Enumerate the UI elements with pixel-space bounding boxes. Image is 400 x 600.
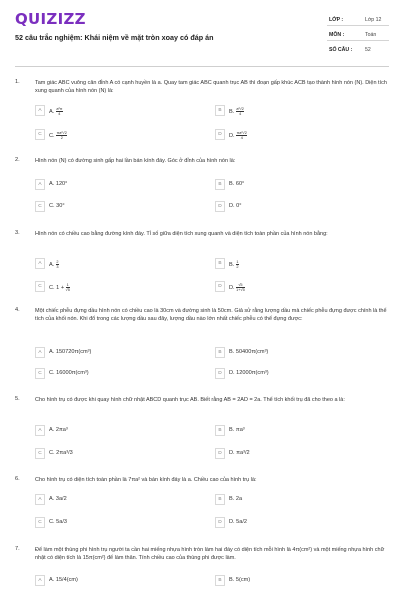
question-text: Để làm một thùng phi hình trụ người ta cần hai miếng nhựa hình tròn làm hai đáy có diện tích mỗi hình là 4π(cm²) và một miếng nhựa hình chữ nhật có diện tích là 15π(cm²) để làm thân. Tính chiều cao của thùng phi được làm.	[35, 547, 385, 562]
fraction-numerator: 1	[66, 283, 69, 287]
option-letter-box[interactable]: C	[35, 201, 45, 212]
option-label: B. 5(cm)	[229, 577, 251, 583]
option-label: D.	[229, 132, 237, 139]
option-letter-box[interactable]: A	[35, 258, 45, 269]
question-number: 1.	[15, 79, 20, 85]
option-label: A.	[49, 261, 56, 268]
meta-label: LỚP :	[329, 17, 344, 23]
option-text	[49, 450, 73, 456]
option-letter-box[interactable]: D	[215, 517, 225, 528]
option-text	[49, 203, 65, 209]
option-text	[229, 496, 242, 502]
option-label: B. 60°	[229, 181, 245, 187]
option-letter-box[interactable]: D	[215, 448, 225, 459]
question-text: Một chiếc phễu đựng dầu hình nón có chiều cao là 30cm và đường sinh là 50cm. Giả sử rằng lượng dầu mà chiếc phễu đựng được chính là thể tích của khối nón. Khi đổ trong các lượng dầu sau đây, lượng dầu nào lớn nhất chiếc phễu có thể đựng được:	[35, 308, 387, 323]
option-letter-box[interactable]: B	[215, 179, 225, 190]
option-text	[49, 427, 68, 433]
option-text	[229, 427, 245, 433]
option-text	[49, 519, 67, 525]
question-text: Hình nón (N) có đường sinh gấp hai lần bán kính đáy. Góc ở đỉnh của hình nón là:	[35, 158, 236, 164]
meta-value: Toán	[365, 32, 377, 38]
option-label: C.	[49, 132, 57, 139]
option-letter-box[interactable]: B	[215, 347, 225, 358]
option-label: D.	[229, 284, 237, 291]
option-letter-box[interactable]: A	[35, 179, 45, 190]
option-label: D. 12000π(cm³)	[229, 370, 269, 376]
meta-value: 52	[365, 47, 371, 53]
quizizz-logo: QUIZIZZ	[15, 10, 86, 28]
option-label: C. 16000π(cm³)	[49, 370, 89, 376]
option-label: A.	[49, 108, 56, 115]
option-letter-box[interactable]: D	[215, 201, 225, 212]
option-letter-box[interactable]: A	[35, 105, 45, 116]
option-label: B. πa³	[229, 427, 245, 433]
option-label: A. 150720π(cm³)	[49, 349, 92, 355]
option-text	[229, 131, 247, 140]
option-text	[49, 181, 67, 187]
option-letter-box[interactable]: A	[35, 575, 45, 586]
header-divider	[15, 66, 389, 67]
option-text	[229, 577, 250, 583]
question-text: Tam giác ABC vuông cân đỉnh A có cạnh huyền là a. Quay tam giác ABC quanh trục AB thì đoạn gấp khúc ACB tạo thành hình nón (N). Diện tích xung quanh của hình nón (N) là:	[35, 80, 387, 95]
option-text	[49, 349, 91, 355]
option-label: B.	[229, 108, 236, 115]
option-letter-box[interactable]: B	[215, 425, 225, 436]
fraction-denominator: 2	[60, 136, 63, 140]
question-number: 2.	[15, 157, 20, 163]
fraction-numerator: 2	[56, 260, 59, 264]
fraction-denominator: √5	[65, 288, 70, 292]
question-number: 5.	[15, 396, 20, 402]
fraction-denominator: 4	[58, 112, 61, 116]
option-letter-box[interactable]: A	[35, 347, 45, 358]
question-number: 7.	[15, 546, 20, 552]
document-header	[0, 0, 400, 66]
option-label: C. 5a/3	[49, 519, 68, 525]
option-letter-box[interactable]: C	[35, 448, 45, 459]
question-text: Cho hình trụ có diện tích toàn phần là 7πa² và bán kính đáy là a. Chiều cao của hình trụ là:	[35, 477, 257, 483]
option-fraction	[236, 260, 239, 269]
option-text	[229, 181, 244, 187]
option-letter-box[interactable]: D	[215, 368, 225, 379]
fraction-numerator: πa²√2	[56, 131, 67, 135]
fraction-denominator: 3	[56, 265, 59, 269]
option-letter-box[interactable]: D	[215, 281, 225, 292]
meta-value: Lớp 12	[365, 17, 382, 23]
option-text	[229, 519, 247, 525]
option-label: B. 2a	[229, 496, 243, 502]
option-fraction	[236, 107, 245, 116]
fraction-numerator: √5	[236, 283, 245, 288]
meta-label: SỐ CÂU :	[329, 47, 353, 53]
option-text	[49, 131, 67, 140]
question-text: Cho hình trụ có được khi quay hình chữ nhật ABCD quanh trục AB. Biết rằng AB = 2AD = 2a. Thể tích khối trụ đã cho theo a là:	[35, 397, 345, 403]
option-text	[229, 283, 245, 292]
question-number: 6.	[15, 476, 20, 482]
meta-label: MÔN :	[329, 32, 345, 38]
fraction-numerator: a²√2	[236, 107, 244, 111]
option-label: A. 15/4(cm)	[49, 577, 78, 583]
fraction-denominator: 4	[240, 136, 243, 140]
option-text	[229, 203, 242, 209]
fraction-denominator: 1+√5	[236, 288, 245, 292]
option-label: B. 50400π(cm³)	[229, 349, 269, 355]
option-text	[229, 370, 269, 376]
option-label: C. 2πa³/3	[49, 450, 73, 456]
option-label: C. 30°	[49, 203, 65, 209]
question-number: 4.	[15, 307, 20, 313]
option-label: D. 5a/2	[229, 519, 248, 525]
option-text	[229, 349, 268, 355]
option-letter-box[interactable]: C	[35, 129, 45, 140]
option-label: B.	[229, 261, 236, 268]
option-letter-box[interactable]: A	[35, 494, 45, 505]
page-title: 52 câu trắc nghiệm: Khái niệm về mặt tròn xoay có đáp án	[15, 33, 214, 42]
option-letter-box[interactable]: B	[215, 258, 225, 269]
option-text	[49, 283, 70, 292]
option-text	[49, 260, 59, 269]
option-label: C. 1 +	[49, 284, 66, 291]
option-text	[229, 260, 239, 269]
option-label: D. πa³/2	[229, 450, 250, 456]
option-letter-box[interactable]: C	[35, 517, 45, 528]
option-fraction	[236, 283, 245, 292]
option-letter-box[interactable]: C	[35, 281, 45, 292]
option-fraction	[236, 131, 247, 140]
option-text	[49, 107, 63, 116]
meta-row-count	[327, 44, 389, 56]
option-letter-box[interactable]: A	[35, 425, 45, 436]
question-text: Hình nón có chiều cao bằng đường kính đáy. Tỉ số giữa diện tích xung quanh và diện tích toàn phần của hình nón bằng:	[35, 231, 328, 237]
option-label: A. 3a/2	[49, 496, 67, 502]
option-letter-box[interactable]: B	[215, 494, 225, 505]
fraction-numerator: πa²√2	[236, 131, 247, 135]
option-letter-box[interactable]: C	[35, 368, 45, 379]
question-number: 3.	[15, 230, 20, 236]
option-text	[49, 577, 78, 583]
fraction-denominator: 2	[236, 265, 239, 269]
option-letter-box[interactable]: B	[215, 575, 225, 586]
option-letter-box[interactable]: B	[215, 105, 225, 116]
option-text	[229, 107, 244, 116]
fraction-numerator: a²π	[56, 107, 63, 111]
option-fraction	[56, 107, 63, 116]
fraction-denominator: 4	[239, 112, 242, 116]
option-label: D. 0°	[229, 203, 242, 209]
option-text	[49, 496, 67, 502]
meta-row-class	[327, 14, 389, 26]
option-label: A. 120°	[49, 181, 68, 187]
option-fraction	[66, 283, 70, 292]
meta-row-subject	[327, 29, 389, 41]
option-label: A. 2πa³	[49, 427, 68, 433]
option-letter-box[interactable]: D	[215, 129, 225, 140]
option-fraction	[56, 260, 59, 269]
option-text	[229, 450, 250, 456]
option-fraction	[56, 131, 67, 140]
fraction-numerator: 1	[236, 260, 239, 264]
option-text	[49, 370, 89, 376]
